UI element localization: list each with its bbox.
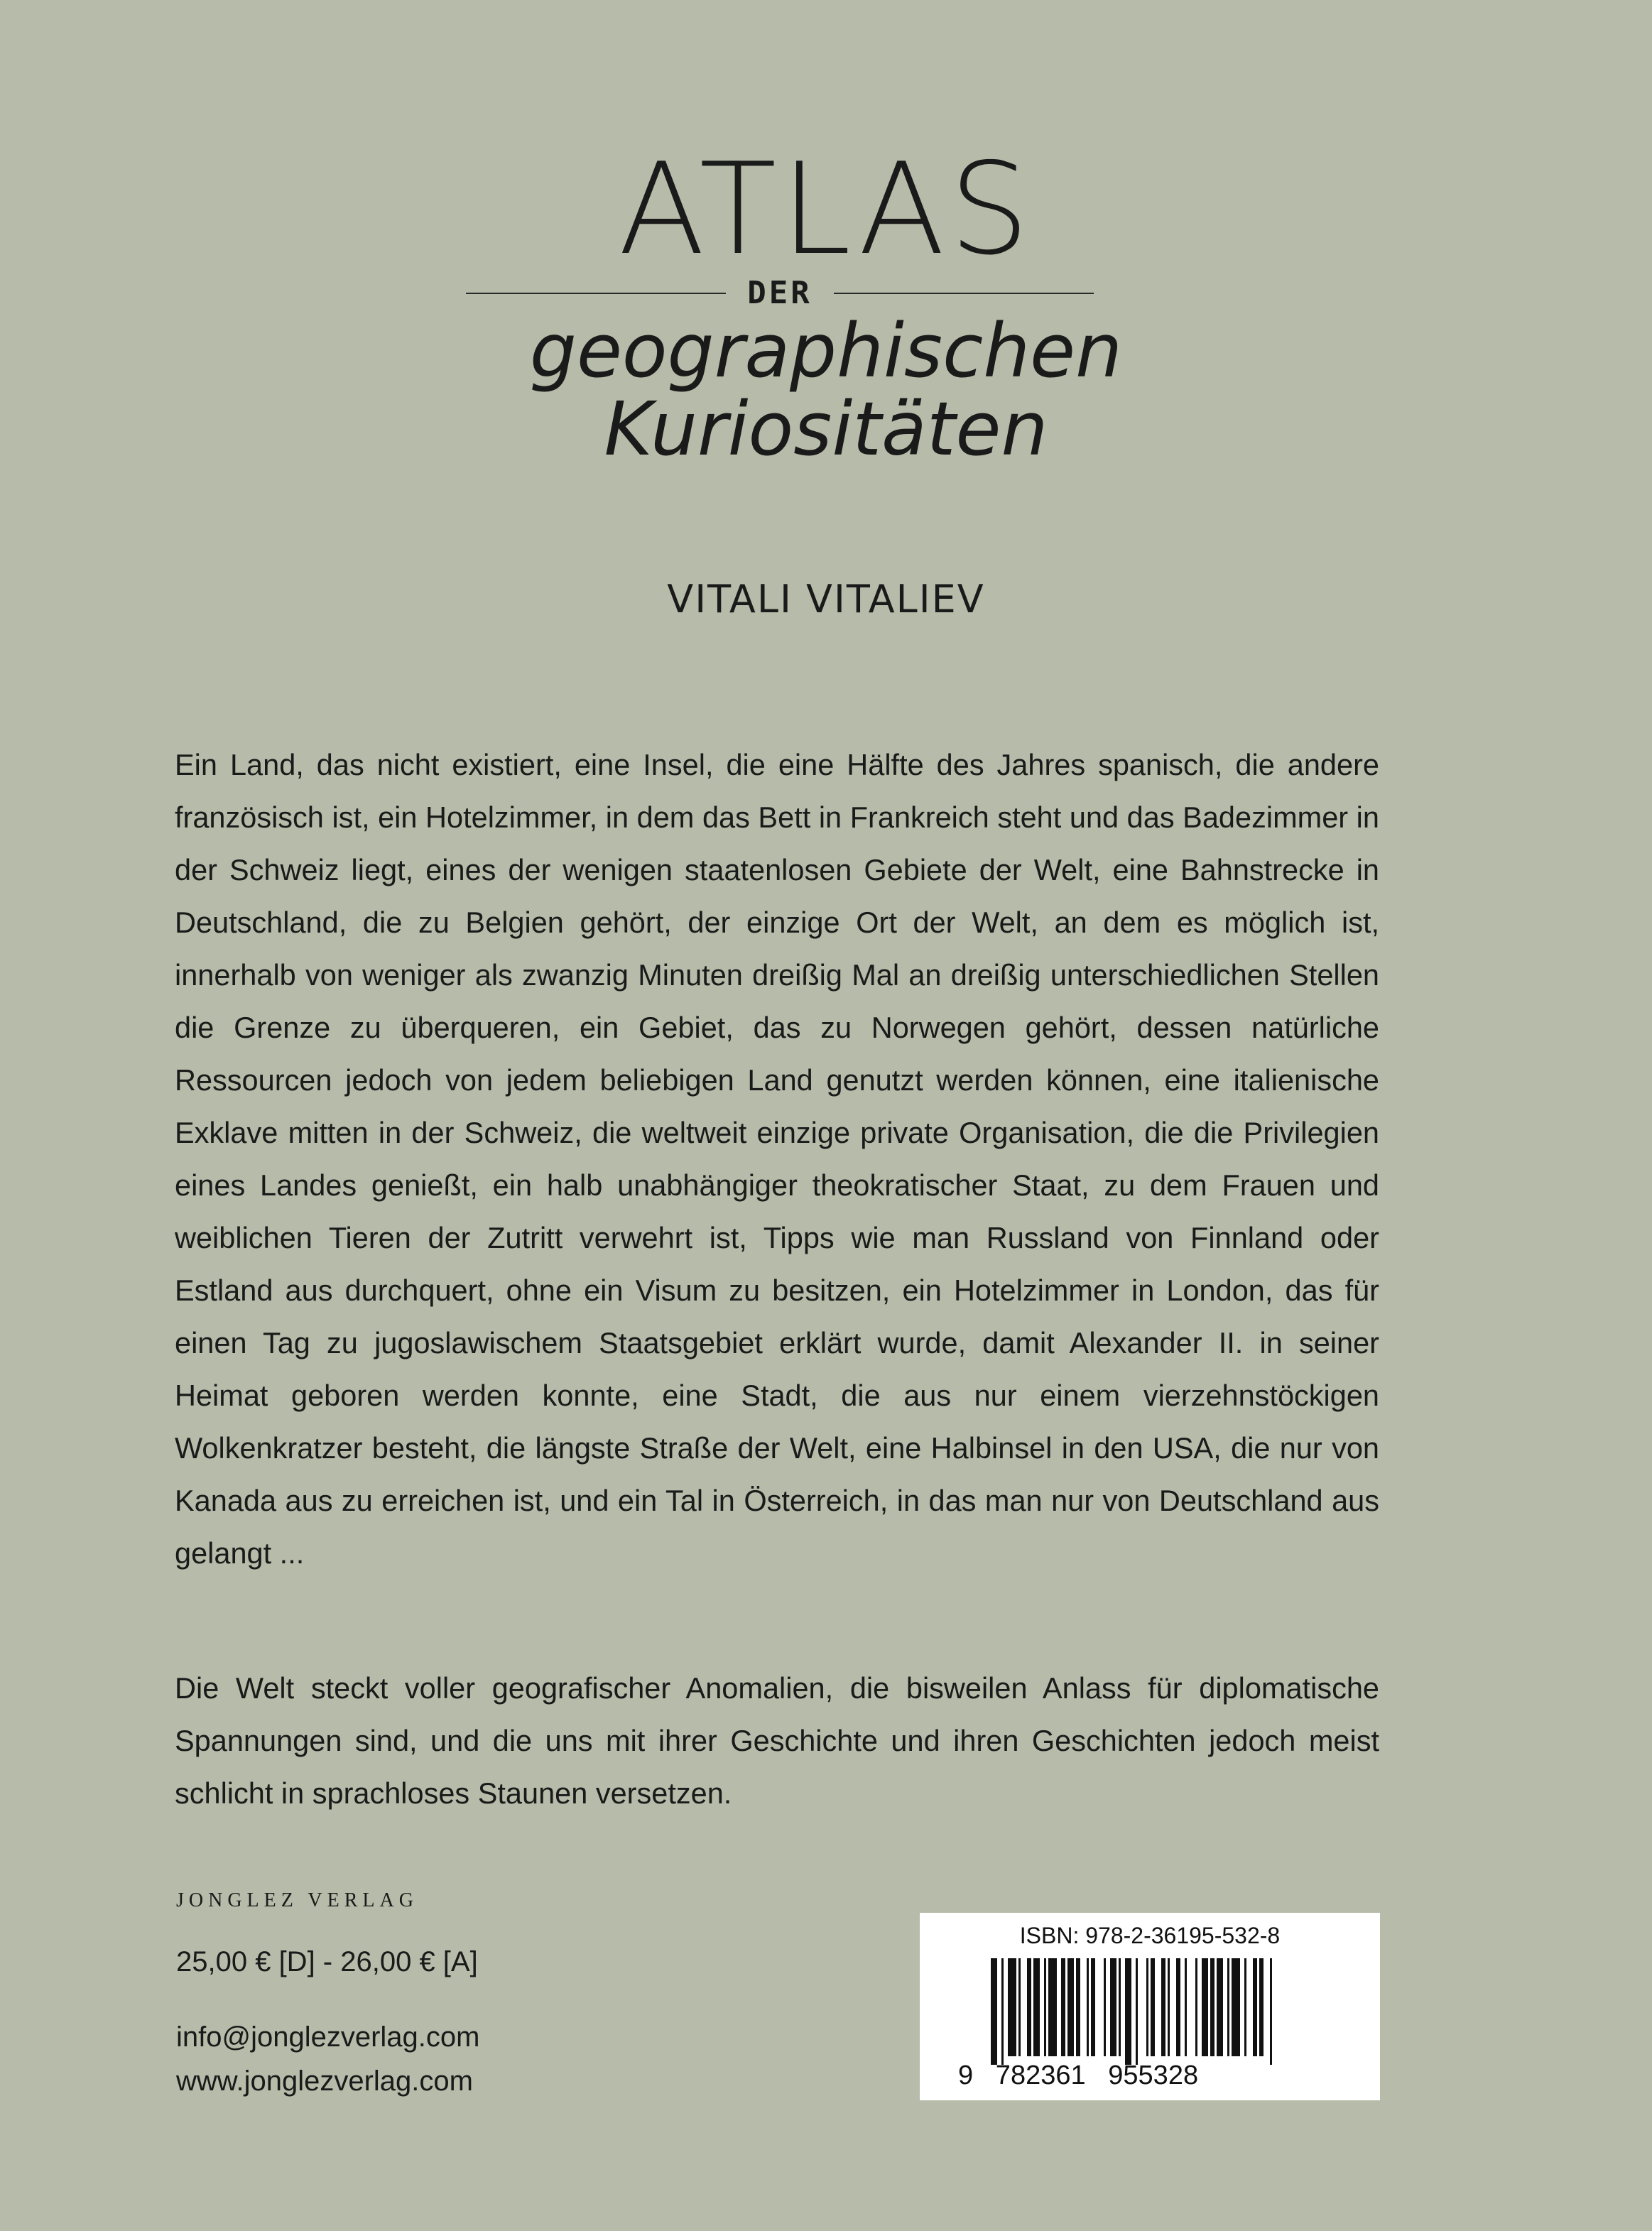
divider-right bbox=[834, 293, 1094, 294]
barcode-bar bbox=[1146, 1958, 1148, 2056]
barcode-bar bbox=[1044, 1958, 1046, 2056]
description-paragraph-2: Die Welt steckt voller geografischer Anomalien, die bisweilen Anlass für diplomatische Spannungen sind, und die uns mit ihrer Geschichte und ihren Geschichten jedoch meist schlicht in sprachloses Staunen versetzen. bbox=[175, 1671, 1379, 1810]
barcode-bar bbox=[1033, 1958, 1040, 2056]
barcode-bar bbox=[1232, 1958, 1240, 2056]
barcode-bar bbox=[1008, 1958, 1016, 2056]
barcode-bar bbox=[1270, 1958, 1272, 2065]
barcode-bar bbox=[1091, 1958, 1095, 2056]
barcode-bar bbox=[1151, 1958, 1155, 2056]
barcode-bar bbox=[1067, 1958, 1074, 2056]
barcode-bar bbox=[1125, 1958, 1131, 2065]
barcode-bar bbox=[1210, 1958, 1214, 2056]
barcode-bar bbox=[1259, 1958, 1264, 2056]
barcode-bar bbox=[1061, 1958, 1065, 2056]
title-geographischen: geographischen bbox=[529, 308, 1123, 394]
barcode-bar bbox=[1253, 1958, 1257, 2056]
barcode-bar bbox=[1027, 1958, 1031, 2056]
publisher-name: JONGLEZ VERLAG bbox=[176, 1889, 418, 1911]
barcode-bar bbox=[1048, 1958, 1057, 2056]
barcode-bar bbox=[1001, 1958, 1004, 2065]
barcode-bar bbox=[1217, 1958, 1223, 2056]
contact-website: www.jonglezverlag.com bbox=[176, 2066, 473, 2097]
barcode-bar bbox=[1119, 1958, 1121, 2056]
author-name: VITALI VITALIEV bbox=[667, 577, 985, 621]
title-kuriositaeten: Kuriositäten bbox=[604, 386, 1048, 472]
barcode-icon bbox=[991, 1958, 1332, 2065]
barcode-bar bbox=[1176, 1958, 1180, 2056]
barcode-box bbox=[920, 1913, 1380, 2100]
barcode-bar bbox=[1195, 1958, 1197, 2056]
price-text: 25,00 € [D] - 26,00 € [A] bbox=[176, 1946, 478, 1977]
isbn-label: ISBN: 978-2-36195-532-8 bbox=[1019, 1923, 1281, 1948]
description-paragraph-1: Ein Land, das nicht existiert, eine Insel, die eine Hälfte des Jahres spanisch, die andere französisch ist, ein Hotelzimmer, in dem das Bett in Frankreich steht und das Badezimmer in der Schweiz liegt, eines der wenigen staatenlosen Gebiete der Welt, eine Bahnstrecke in Deutschland, die zu Belgien gehört, der einzige Ort der Welt, an dem es möglich ist, innerhalb von weniger als zwanzig Minuten dreißig Mal an dreißig unterschiedlichen Stellen die Grenze zu überqueren, ein Gebiet, das zu Norwegen gehört, dessen natürliche Ressourcen jedoch von jedem beliebigen Land genutzt werden können, eine italienische Exklave mitten in der Schweiz, die weltweit einzige private Organisation, die die Privilegien eines Landes genießt, ein halb unabhängiger theokratischer Staat, zu dem Frauen und weiblichen Tieren der Zutritt verwehrt ist, Tipps wie man Russland von Finnland oder Estland aus durchquert, ohne ein Visum zu besitzen, ein Hotelzimmer in London, das für einen Tag zu jugoslawischem Staatsgebiet erklärt wurde, damit Alexander II. in seiner Heimat geboren werden konnte, eine Stadt, die aus nur einem vierzehnstöckigen Wolkenkratzer besteht, die längste Straße der Welt, eine Halbinsel in den USA, die nur von Kanada aus zu erreichen ist, und ein Tal in Österreich, in das man nur von Deutschland aus gelangt ... bbox=[175, 748, 1379, 1570]
barcode-bar bbox=[1076, 1958, 1080, 2056]
barcode-bar bbox=[1136, 1958, 1138, 2065]
title-der: DER bbox=[747, 275, 813, 311]
barcode-bar bbox=[1104, 1958, 1106, 2056]
barcode-bar bbox=[1185, 1958, 1187, 2056]
barcode-bar bbox=[1168, 1958, 1170, 2056]
title-atlas: ATLAS bbox=[618, 136, 1034, 283]
barcode-bar bbox=[1202, 1958, 1208, 2056]
barcode-bar bbox=[1227, 1958, 1229, 2056]
barcode-bar bbox=[1087, 1958, 1089, 2056]
barcode-bar bbox=[991, 1958, 997, 2065]
barcode-bar bbox=[1018, 1958, 1021, 2056]
title-der-row bbox=[466, 275, 1094, 311]
barcode-digits: 9 782361 955328 bbox=[958, 2061, 1199, 2090]
barcode-bar bbox=[1244, 1958, 1246, 2056]
contact-email: info@jonglezverlag.com bbox=[176, 2021, 480, 2053]
barcode-bar bbox=[1110, 1958, 1116, 2056]
barcode-bar bbox=[1161, 1958, 1165, 2056]
